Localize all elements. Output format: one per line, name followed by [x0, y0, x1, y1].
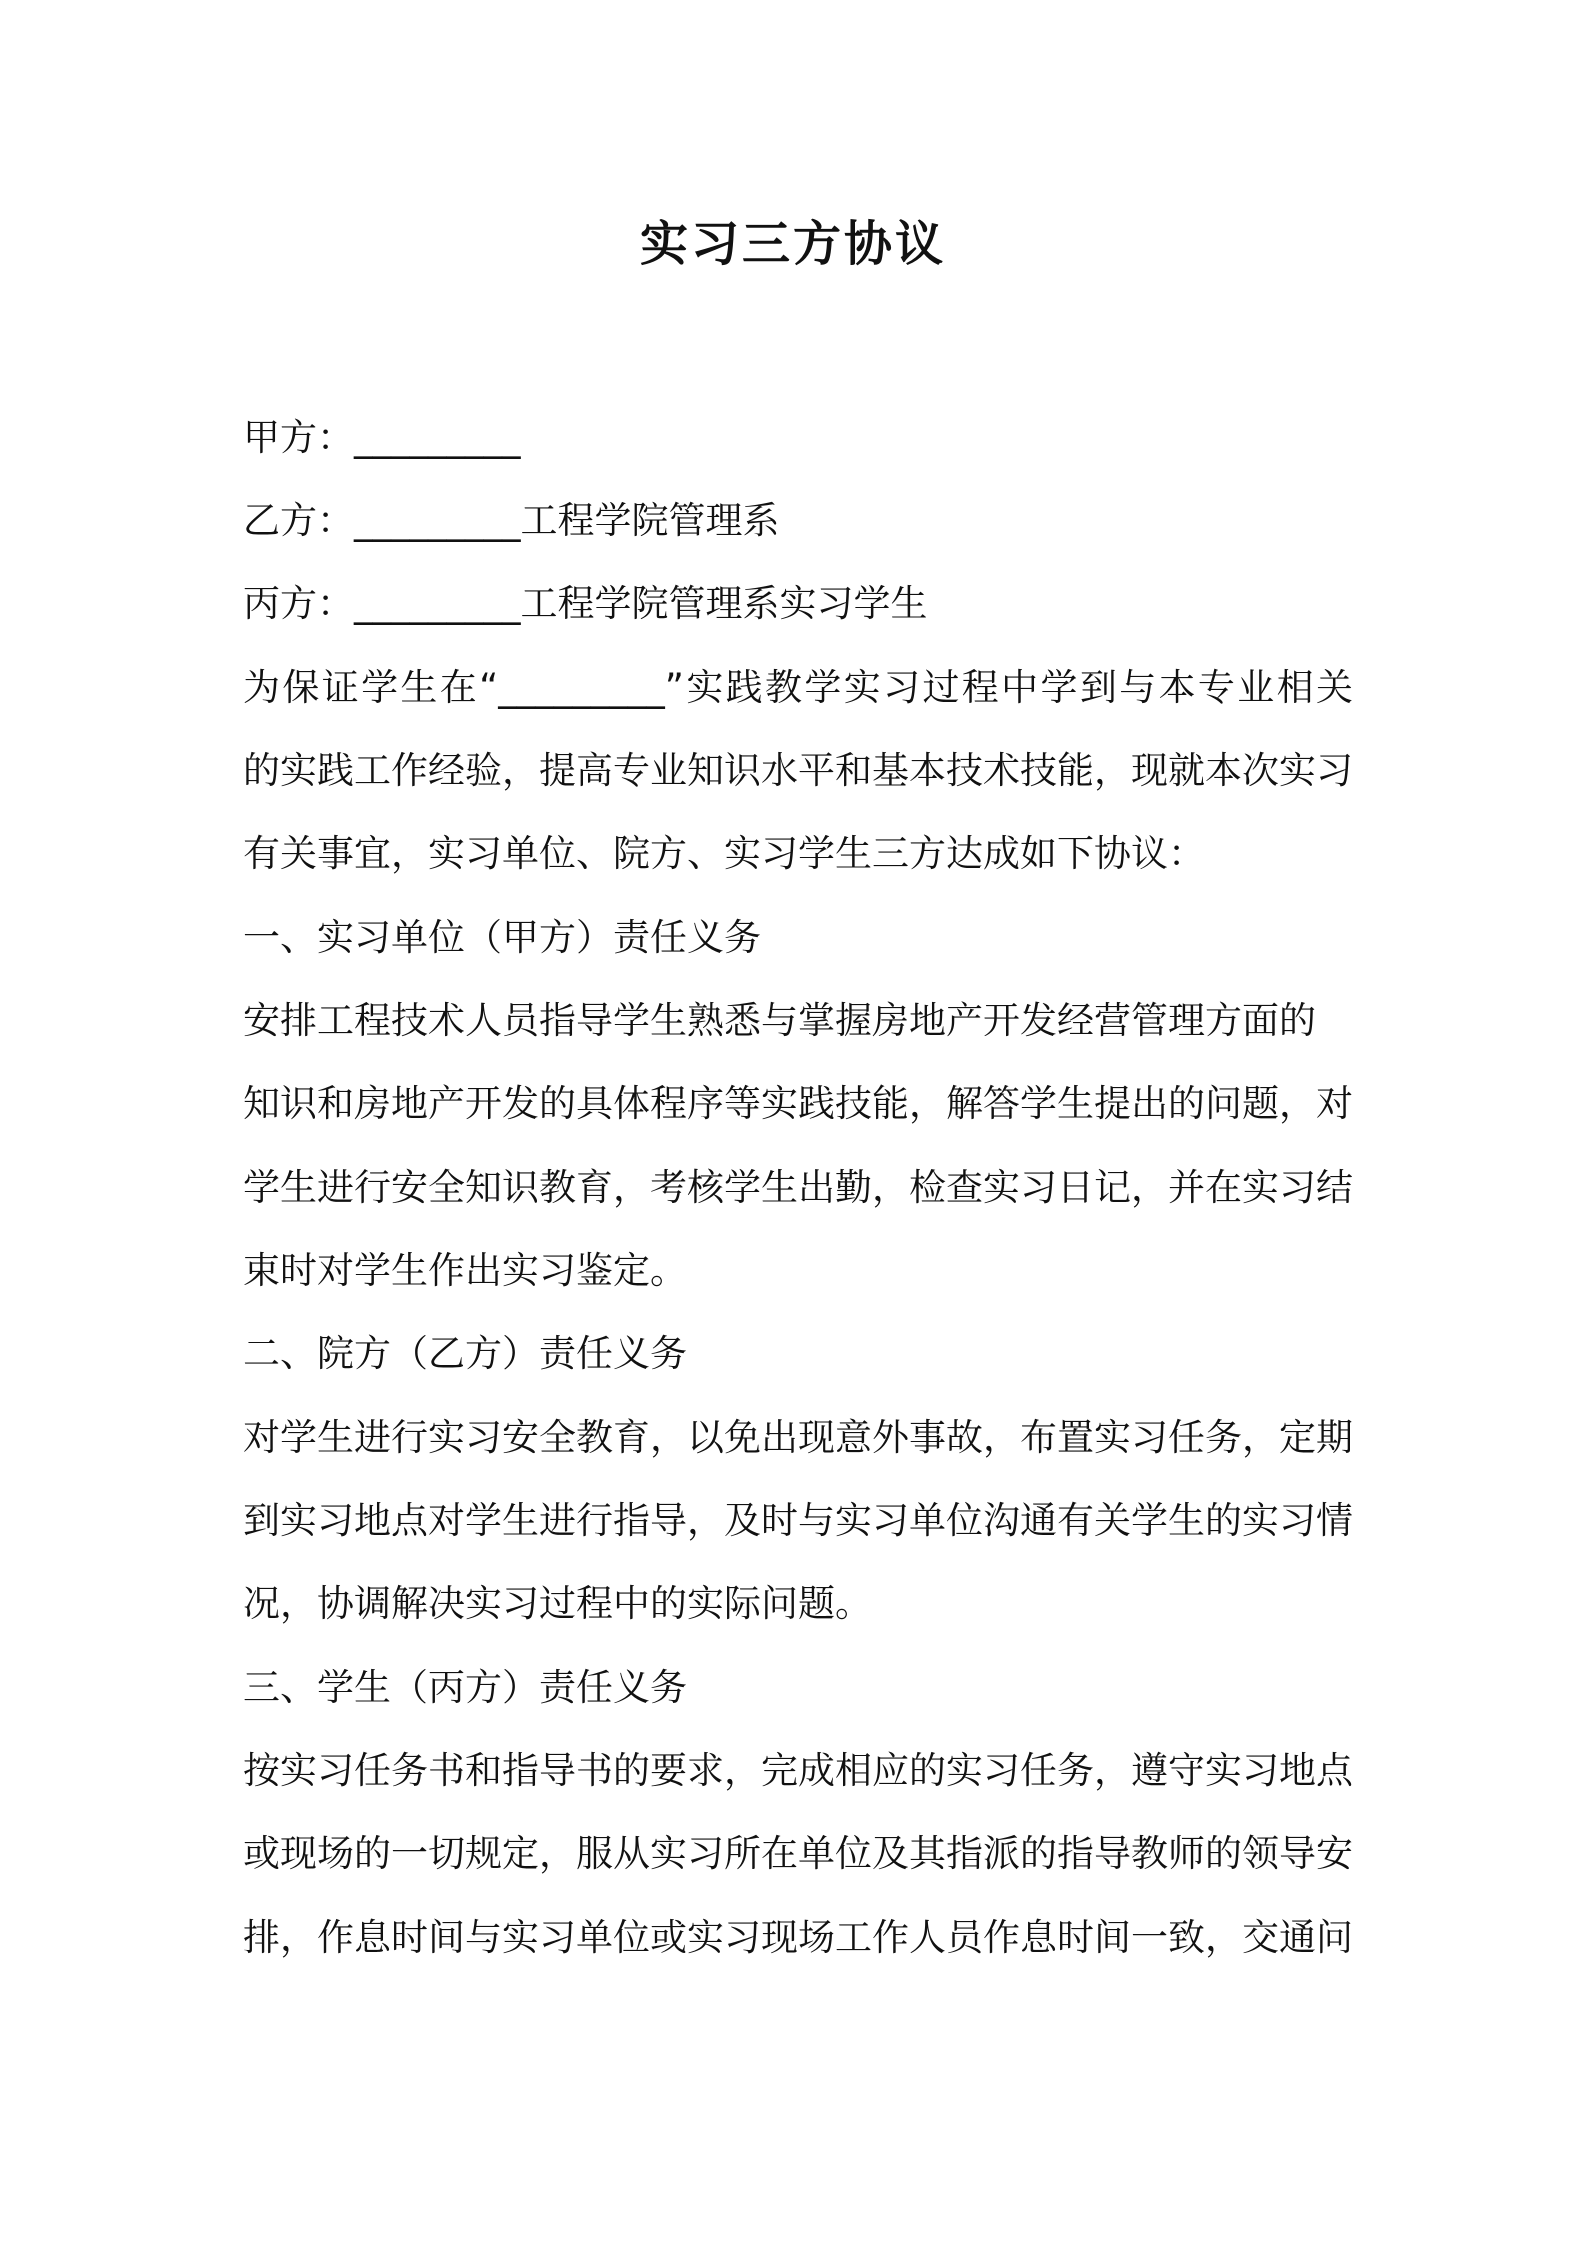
section-2-line: 况，协调解决实习过程中的实际问题。	[243, 1582, 872, 1625]
section-3-heading: 三、学生（丙方）责任义务	[243, 1666, 687, 1709]
section-1-line: 安排工程技术人员指导学生熟悉与掌握房地产开发经营管理方面的	[243, 999, 1316, 1042]
section-1-line: 知识和房地产开发的具体程序等实践技能，解答学生提出的问题，对	[243, 1082, 1353, 1125]
intro-line: 的实践工作经验，提高专业知识水平和基本技术技能，现就本次实习	[243, 749, 1353, 792]
intro-line: 为保证学生在“_________”实践教学实习过程中学到与本专业相关	[243, 666, 1353, 709]
intro-line: 有关事宜，实习单位、院方、实习学生三方达成如下协议：	[243, 832, 1205, 875]
party-a-line: 甲方：_________	[243, 416, 521, 459]
section-1-line: 学生进行安全知识教育，考核学生出勤，检查实习日记，并在实习结	[243, 1166, 1353, 1209]
section-2-line: 到实习地点对学生进行指导，及时与实习单位沟通有关学生的实习情	[243, 1499, 1353, 1542]
party-b-line: 乙方：_________工程学院管理系	[243, 499, 780, 542]
document-title: 实习三方协议	[639, 216, 946, 272]
party-c-line: 丙方：_________工程学院管理系实习学生	[243, 582, 928, 625]
section-3-line: 排，作息时间与实习单位或实习现场工作人员作息时间一致，交通问	[243, 1916, 1353, 1959]
section-1-line: 束时对学生作出实习鉴定。	[243, 1249, 687, 1292]
section-1-heading: 一、实习单位（甲方）责任义务	[243, 916, 761, 959]
section-2-line: 对学生进行实习安全教育，以免出现意外事故，布置实习任务，定期	[243, 1416, 1353, 1459]
section-2-heading: 二、院方（乙方）责任义务	[243, 1332, 687, 1375]
section-3-line: 或现场的一切规定，服从实习所在单位及其指派的指导教师的领导安	[243, 1832, 1353, 1875]
section-3-line: 按实习任务书和指导书的要求，完成相应的实习任务，遵守实习地点	[243, 1749, 1353, 1792]
